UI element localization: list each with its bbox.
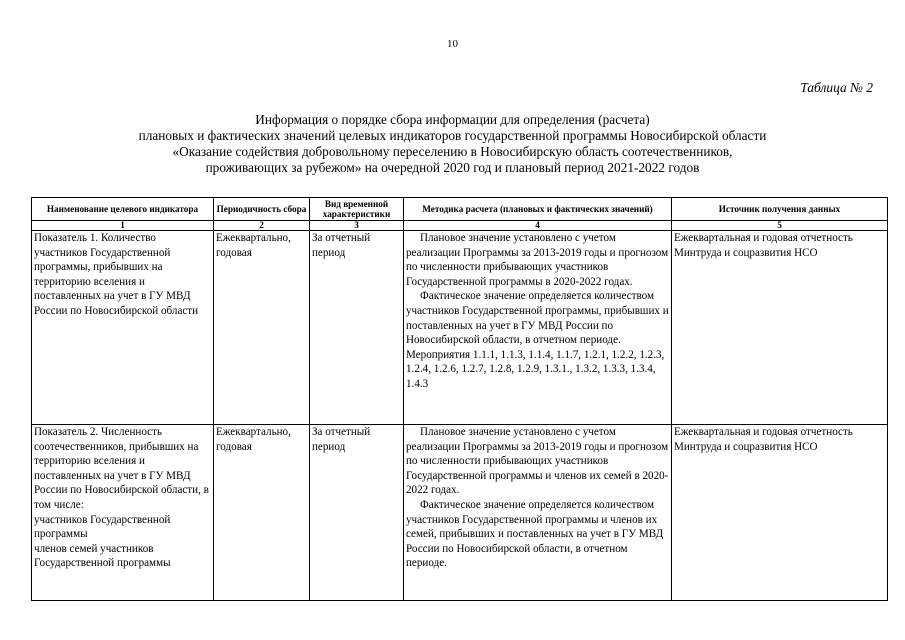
time-type-cell: За отчетный период: [310, 425, 404, 601]
method-paragraph: Плановое значение установлено с учетом реализации Программы за 2013-2019 годы и прогнозом по численности прибывающих участников Государственной программы в 2020-2022 годах.: [406, 232, 669, 288]
header-method: Методика расчета (плановых и фактических значений): [404, 198, 672, 221]
indicator-text: участников Государственной программы: [34, 513, 171, 541]
column-number: 5: [672, 221, 888, 231]
document-title: [20, 112, 885, 176]
title-line: проживающих за рубежом» на очередной 2020 год и плановый период 2021-2022 годов: [205, 160, 700, 175]
header-source: Источник получения данных: [672, 198, 888, 221]
column-number-row: [32, 221, 888, 231]
indicators-table: [31, 197, 888, 601]
table-header-row: [32, 198, 888, 221]
method-cell: [404, 231, 672, 425]
time-type-cell: За отчетный период: [310, 231, 404, 425]
method-paragraph: Плановое значение установлено с учетом реализации Программы за 2013-2019 годы и прогнозом по численности прибывающих участников Государственной программы и членов их семей в 2020-2022 годах.: [406, 426, 669, 497]
periodicity-cell: Ежеквартально, годовая: [214, 425, 310, 601]
indicator-cell: [32, 231, 214, 425]
indicator-text: Показатель 1. Количество участников Государственной программы, прибывших на территорию вселения и поставленных на учет в ГУ МВД России по Новосибирской области: [34, 232, 199, 317]
header-indicator-name: Наименование целевого индикатора: [32, 198, 214, 221]
header-time-type: Вид временной характеристики: [310, 198, 404, 221]
indicator-text: Показатель 2. Численность соотечественников, прибывших на территорию вселения и поставленных на учет в ГУ МВД России по Новосибирской области, в том числе:: [34, 426, 209, 511]
source-cell: Ежеквартальная и годовая отчетность Минтруда и соцразвития НСО: [672, 425, 888, 601]
method-paragraph: Фактическое значение определяется количеством участников Государственной программы, прибывших и поставленных на учет в ГУ МВД России по Новосибирской области, в отчетном периоде.: [406, 290, 669, 347]
source-cell: Ежеквартальная и годовая отчетность Минтруда и соцразвития НСО: [672, 231, 888, 425]
column-number: 2: [214, 221, 310, 231]
title-line: «Оказание содействия добровольному переселению в Новосибирскую область соотечественников,: [172, 144, 733, 159]
method-paragraph: Фактическое значение определяется количеством участников Государственной программы и членов их семей, прибывших и поставленных на учет в ГУ МВД России по Новосибирской области, в отчетном периоде.: [406, 498, 664, 570]
page-number: 10: [447, 38, 458, 50]
column-number: 4: [404, 221, 672, 231]
indicator-text: членов семей участников Государственной программы: [34, 542, 171, 570]
title-line: плановых и фактических значений целевых индикаторов государственной программы Новосибирской области: [138, 128, 767, 143]
header-periodicity: Периодичность сбора: [214, 198, 310, 221]
method-paragraph: Мероприятия 1.1.1, 1.1.3, 1.1.4, 1.1.7, 1.2.1, 1.2.2, 1.2.3, 1.2.4, 1.2.6, 1.2.7, 1.2.8, 1.2.9, 1.3.1., 1.3.2, 1.3.3, 1.3.4, 1.4.3: [406, 348, 665, 390]
table-label: Таблица № 2: [800, 80, 873, 95]
column-number: 3: [310, 221, 404, 231]
column-number: 1: [32, 221, 214, 231]
method-cell: [404, 425, 672, 601]
title-line: Информация о порядке сбора информации для определения (расчета): [255, 112, 650, 127]
indicator-cell: [32, 425, 214, 601]
table-row: [32, 425, 888, 601]
table-row: [32, 231, 888, 425]
periodicity-cell: Ежеквартально, годовая: [214, 231, 310, 425]
